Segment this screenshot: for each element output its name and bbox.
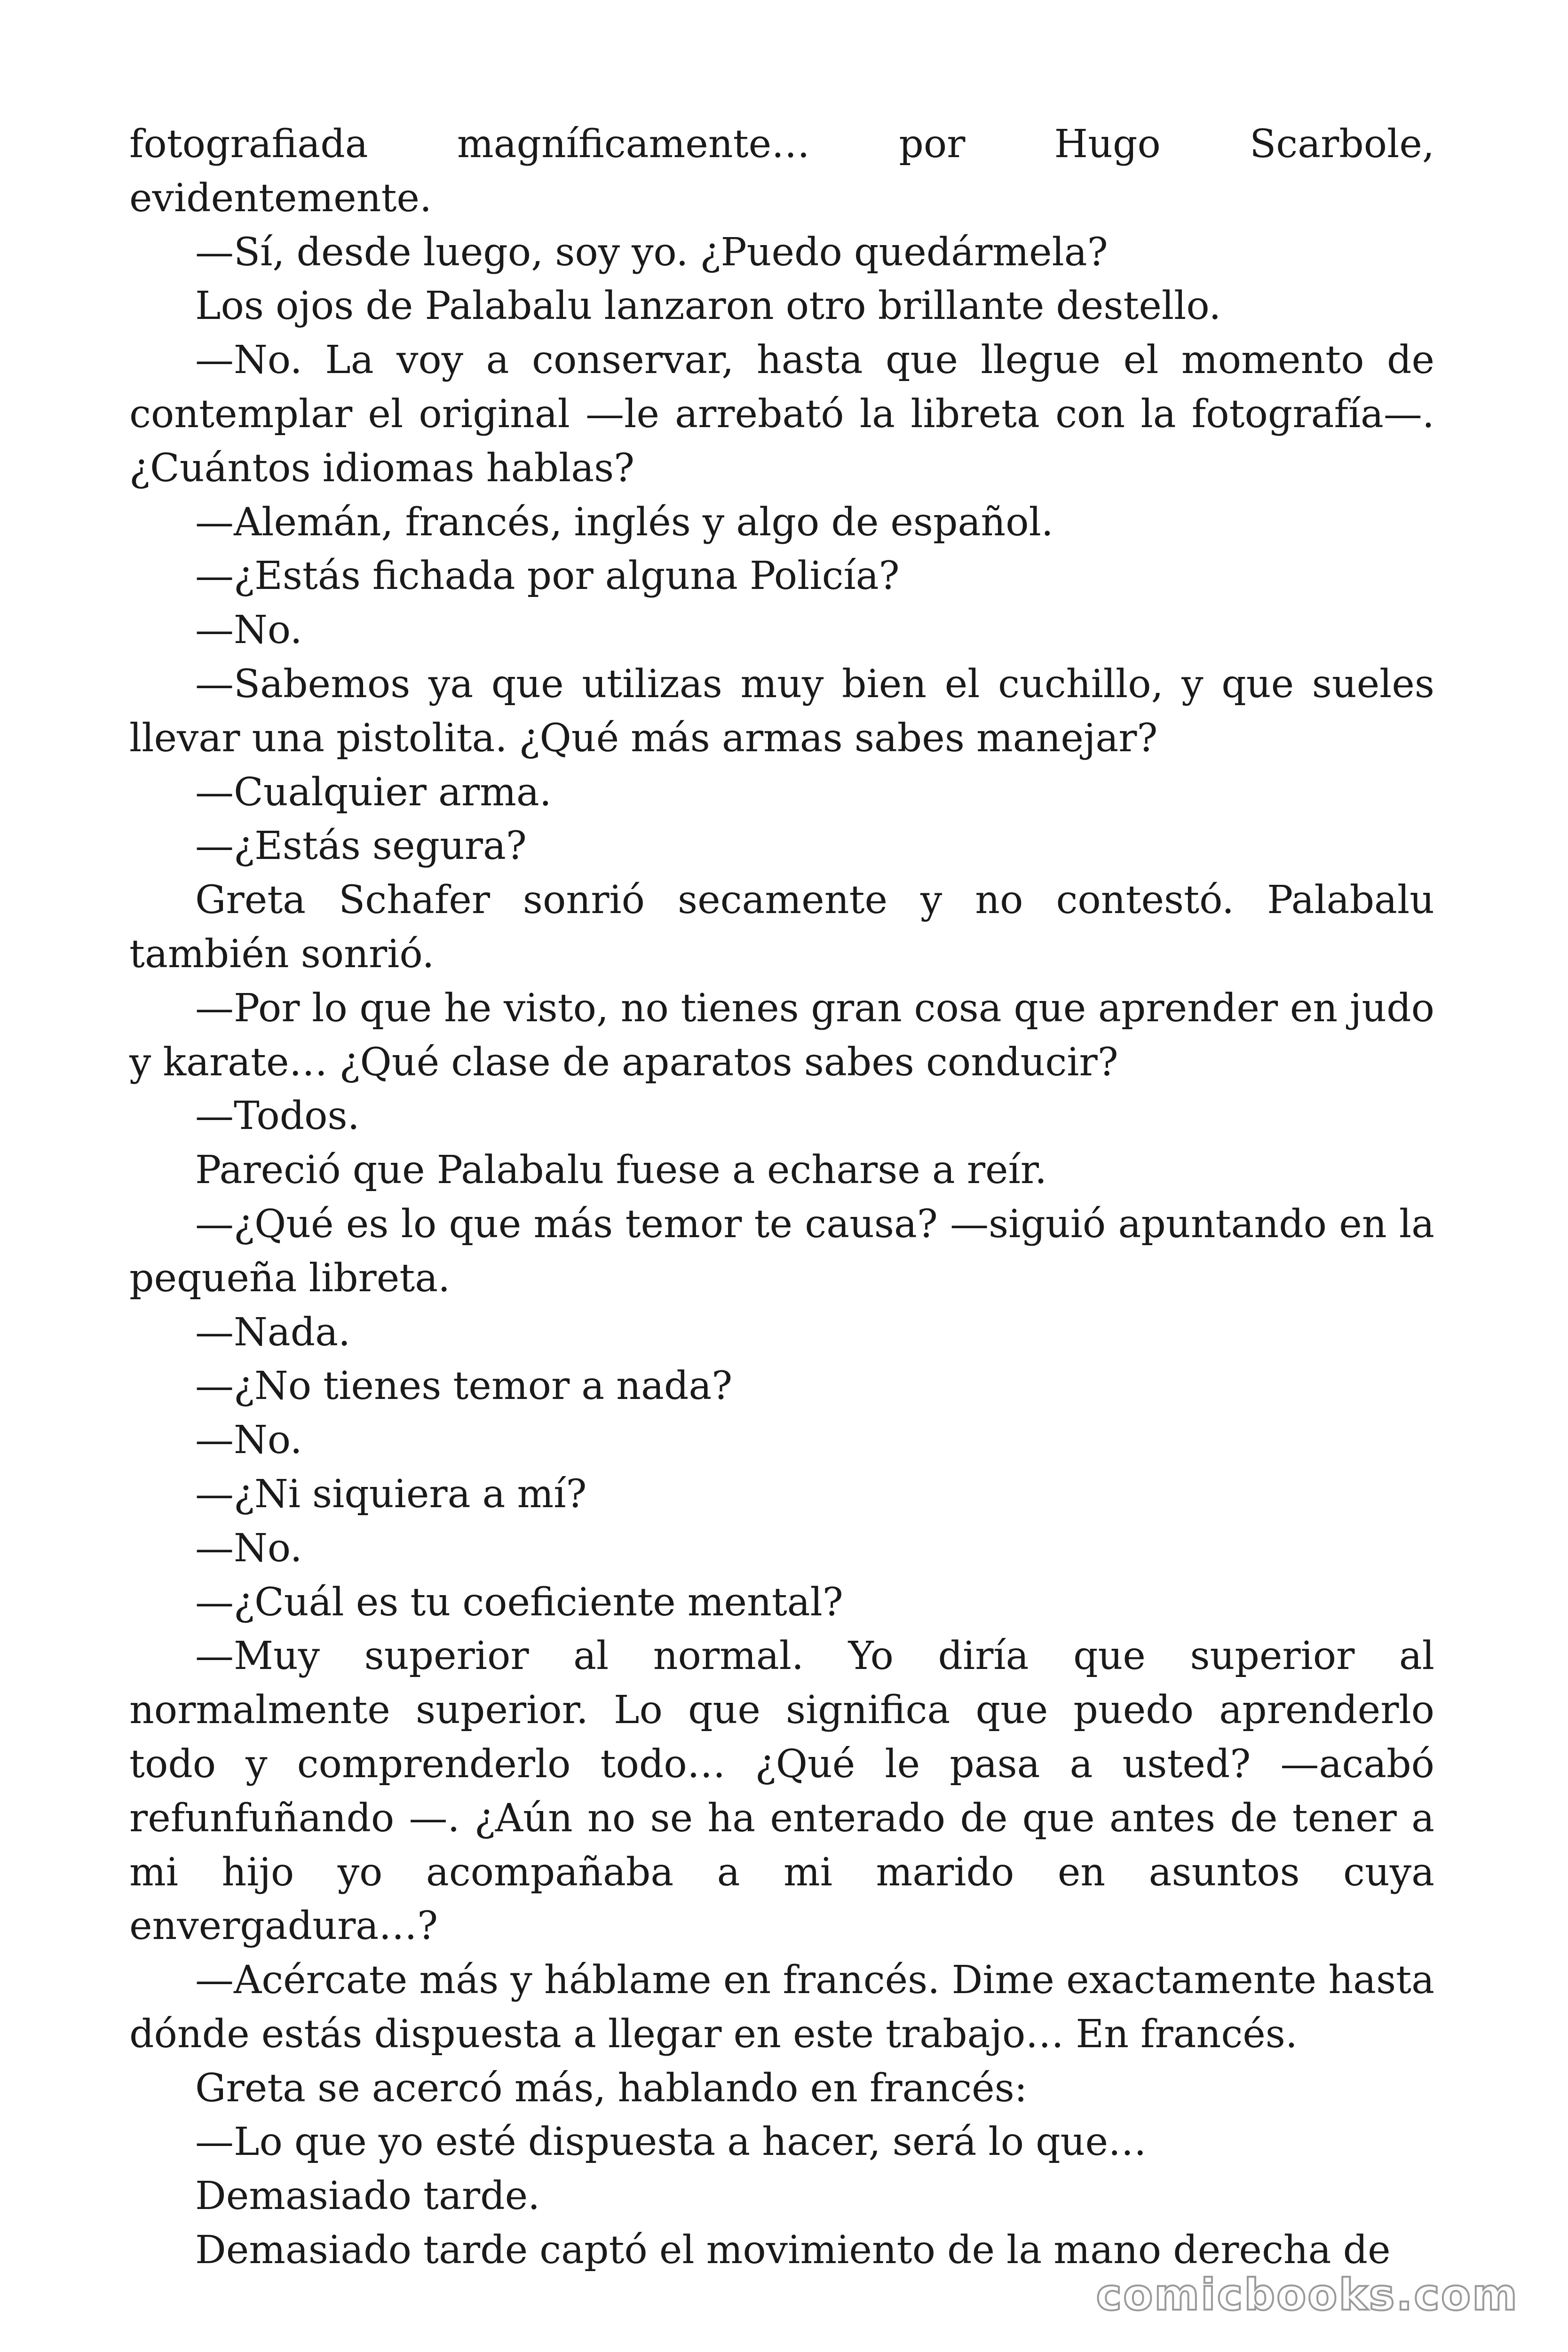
paragraph: —¿Estás fichada por alguna Policía?: [195, 554, 900, 599]
paragraph: —No. La voy a conservar, hasta que llegue el momento de contemplar el original —le arrebató la libreta con la fotografía—. ¿Cuántos idiomas hablas?: [129, 338, 1434, 491]
paragraph: —No.: [195, 608, 302, 653]
paragraph: —¿Estás segura?: [195, 824, 527, 869]
paragraph: —Todos.: [195, 1094, 360, 1139]
paragraph: Greta Schafer sonrió secamente y no contestó. Palabalu también sonrió.: [129, 878, 1434, 977]
paragraph: —Por lo que he visto, no tienes gran cosa que aprender en judo y karate… ¿Qué clase de aparatos sabes conducir?: [129, 985, 1434, 1085]
paragraph: —Alemán, francés, inglés y algo de español.: [195, 500, 1053, 545]
paragraph: —¿Ni siquiera a mí?: [195, 1471, 587, 1517]
paragraph: —Sabemos ya que utilizas muy bien el cuchillo, y que sueles llevar una pistolita. ¿Qué más armas sabes manejar?: [129, 661, 1434, 761]
paragraph: —No.: [195, 1526, 302, 1571]
paragraph: Demasiado tarde.: [195, 2174, 540, 2219]
paragraph: Pareció que Palabalu fuese a echarse a reír.: [195, 1148, 1047, 1193]
page-body: [129, 118, 1434, 2278]
paragraph: —Muy superior al normal. Yo diría que superior al normalmente superior. Lo que significa que puedo aprenderlo todo y comprenderlo todo… ¿Qué le pasa a usted? —acabó refunfuñando —. ¿Aún no se ha enterado de que antes de tener a mi hijo yo acompañaba a mi marido en asuntos cuya envergadura…?: [129, 1634, 1434, 1949]
paragraph: Greta se acercó más, hablando en francés:: [195, 2066, 1028, 2111]
paragraph: —¿Qué es lo que más temor te causa? —siguió apuntando en la pequeña libreta.: [129, 1201, 1434, 1301]
paragraph: Demasiado tarde captó el movimiento de la mano derecha de: [195, 2228, 1391, 2273]
paragraph: —Sí, desde luego, soy yo. ¿Puedo quedármela?: [195, 230, 1108, 275]
paragraph: —Lo que yo esté dispuesta a hacer, será lo que…: [195, 2120, 1147, 2165]
paragraph: —No.: [195, 1418, 302, 1463]
paragraph: —¿No tienes temor a nada?: [195, 1364, 733, 1409]
paragraph: —¿Cuál es tu coeficiente mental?: [195, 1580, 843, 1625]
watermark: comicbooks.com: [1096, 2270, 1519, 2320]
paragraph: fotografiada magníficamente… por Hugo Scarbole, evidentemente.: [129, 122, 1434, 221]
paragraph: —Acércate más y háblame en francés. Dime exactamente hasta dónde estás dispuesta a llegar en este trabajo… En francés.: [129, 1958, 1434, 2057]
paragraph: Los ojos de Palabalu lanzaron otro brillante destello.: [195, 284, 1221, 329]
paragraph: —Cualquier arma.: [195, 770, 552, 815]
paragraph: —Nada.: [195, 1310, 351, 1355]
